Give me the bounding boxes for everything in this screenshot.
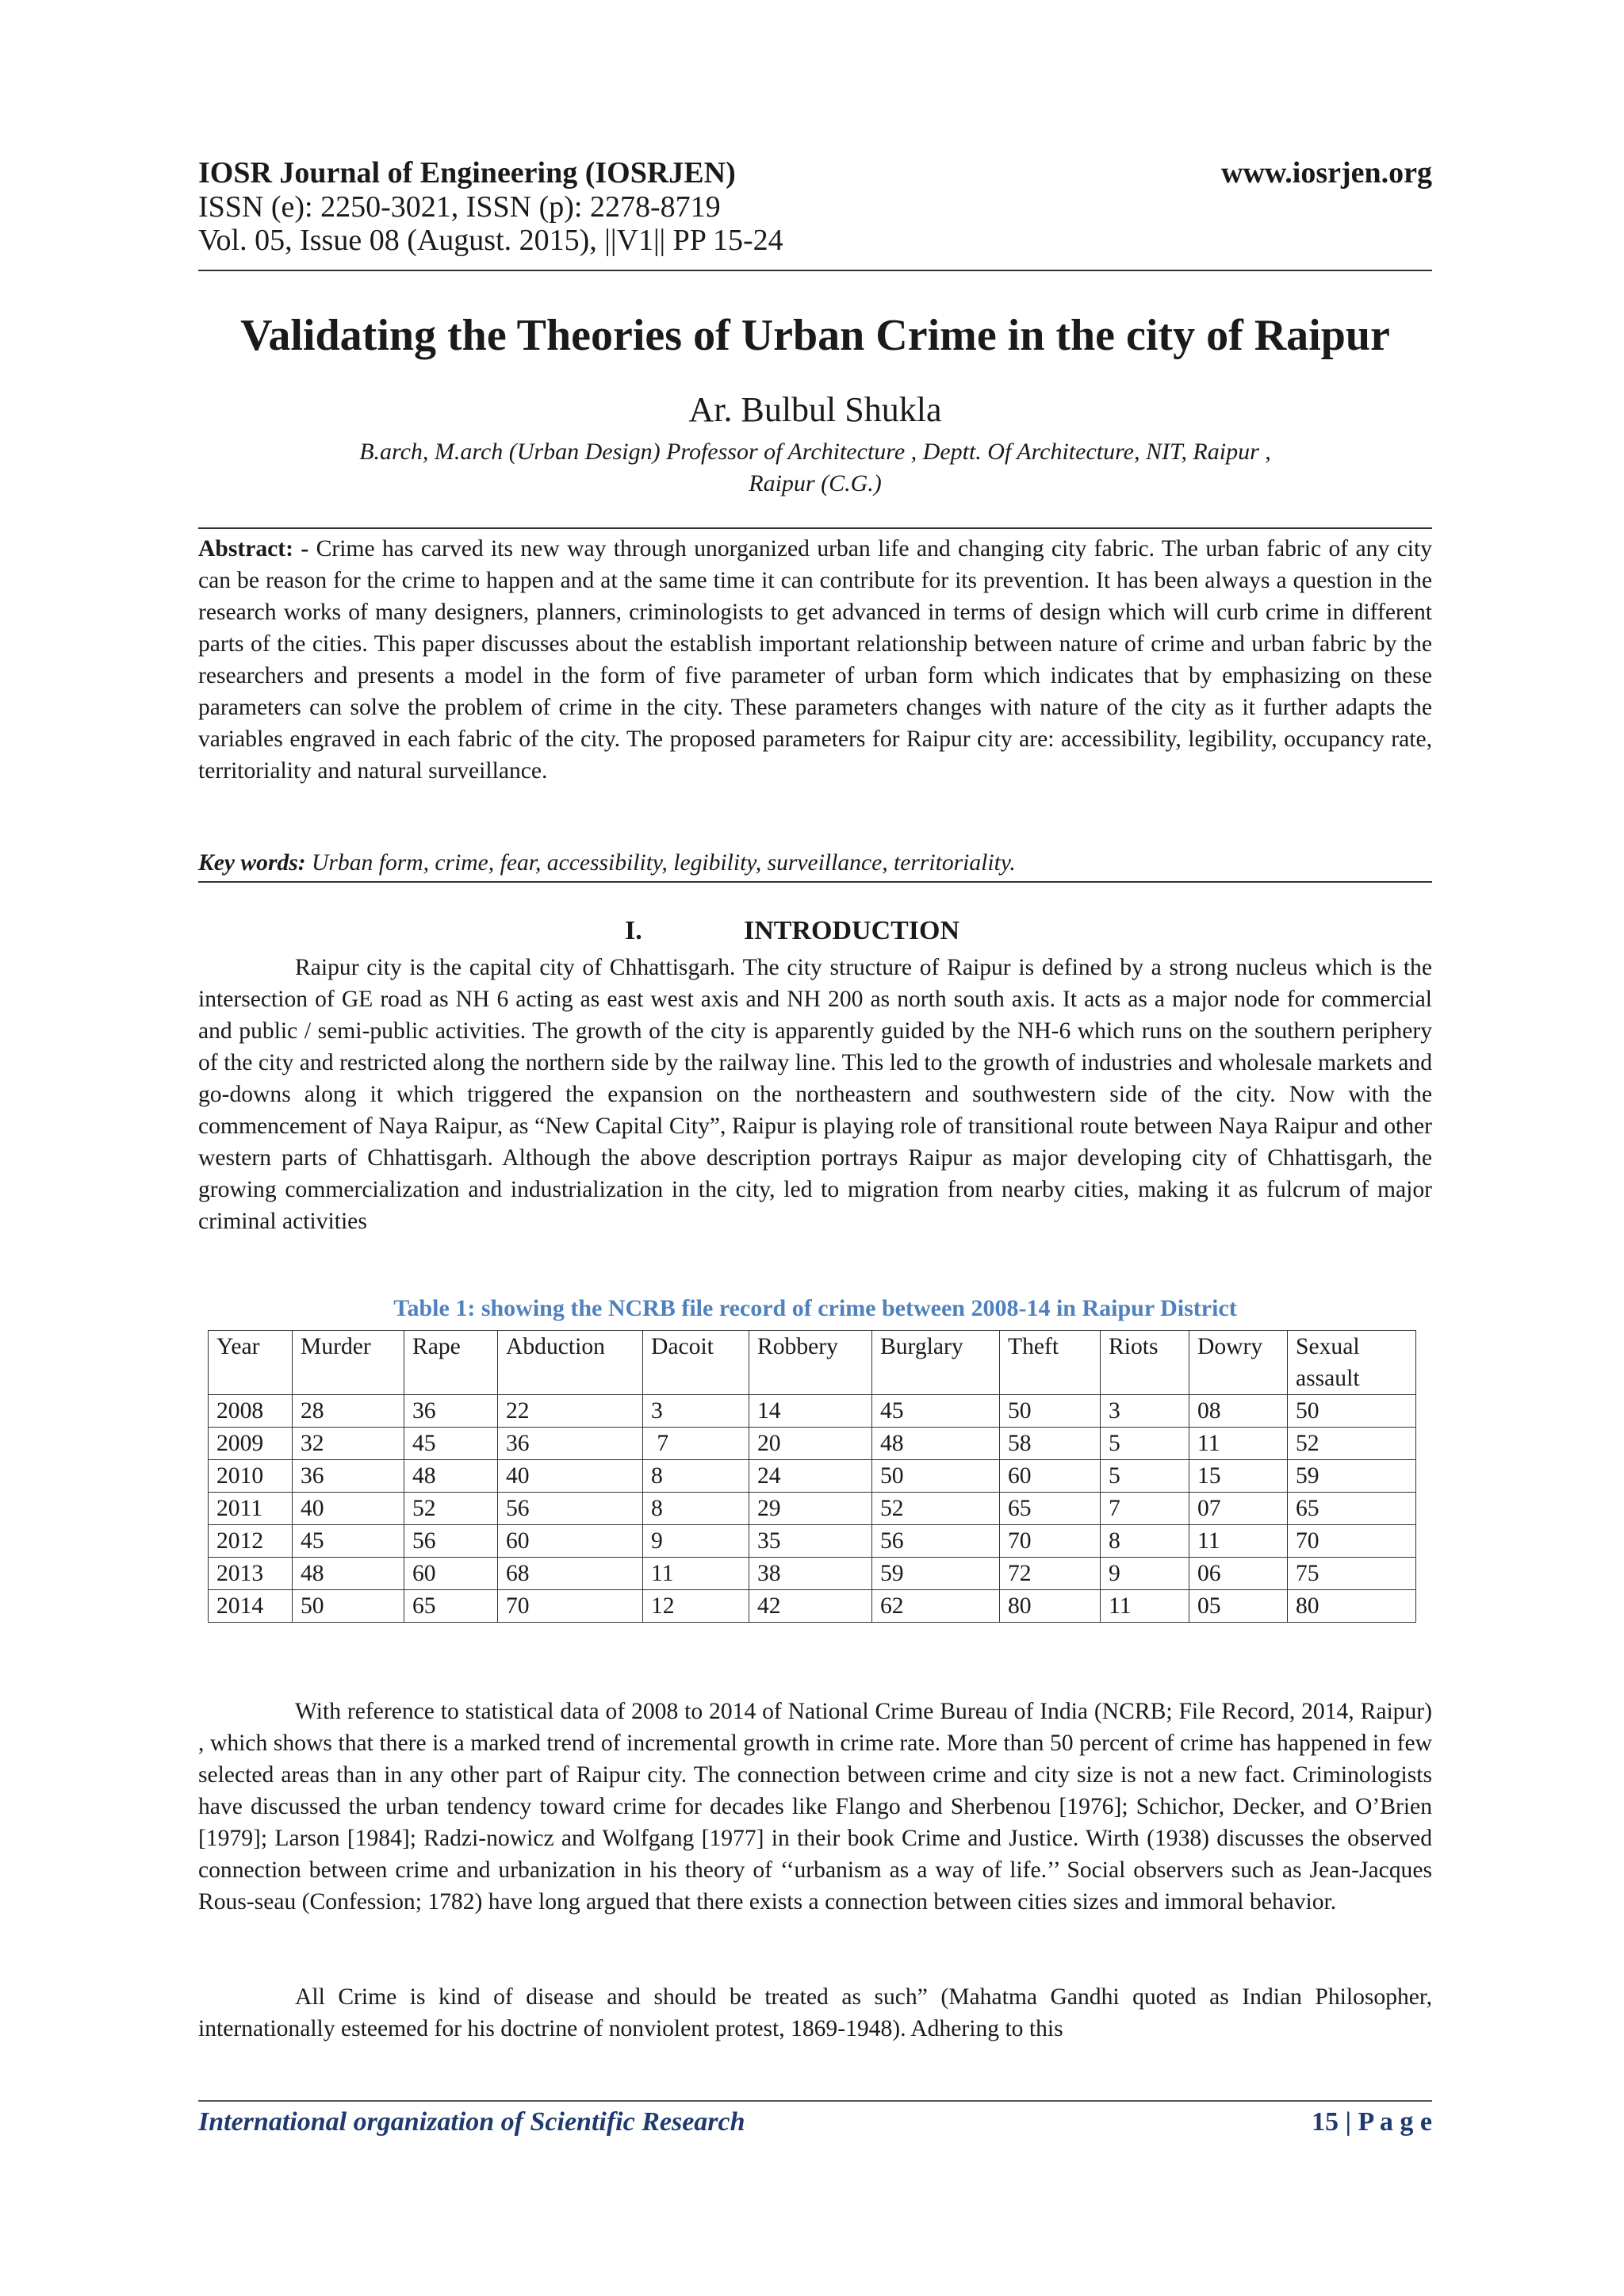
table-cell: 60	[1000, 1460, 1101, 1493]
table-cell: 58	[1000, 1428, 1101, 1460]
keywords-text: Urban form, crime, fear, accessibility, legibility, surveillance, territoriality.	[305, 850, 1016, 876]
keywords	[198, 847, 1432, 879]
page-number: 15 | P a g e	[1312, 2107, 1432, 2137]
table-cell: 9	[1101, 1558, 1189, 1590]
table-cell: 11	[1189, 1525, 1288, 1558]
table-cell: 59	[1288, 1460, 1416, 1493]
table-cell: 45	[872, 1395, 1000, 1428]
table-cell: 40	[293, 1493, 404, 1525]
table-cell: 48	[404, 1460, 498, 1493]
table-cell: 2009	[209, 1428, 293, 1460]
table-row	[209, 1525, 1416, 1558]
table-cell: 52	[404, 1493, 498, 1525]
affiliation-line-2: Raipur (C.G.)	[749, 470, 882, 496]
table-cell: 52	[872, 1493, 1000, 1525]
table-cell: 45	[404, 1428, 498, 1460]
table-cell: 8	[643, 1493, 749, 1525]
table-header-cell: Theft	[1000, 1331, 1101, 1395]
table-row	[209, 1395, 1416, 1428]
table-cell: 59	[872, 1558, 1000, 1590]
table-cell: 2012	[209, 1525, 293, 1558]
table-cell: 40	[498, 1460, 643, 1493]
abstract-label: Abstract: -	[198, 536, 309, 562]
table-cell: 5	[1101, 1460, 1189, 1493]
table-cell: 65	[1288, 1493, 1416, 1525]
table-cell: 3	[1101, 1395, 1189, 1428]
table-cell: 2010	[209, 1460, 293, 1493]
table-cell: 75	[1288, 1558, 1416, 1590]
table-cell: 22	[498, 1395, 643, 1428]
table-cell: 36	[293, 1460, 404, 1493]
table-cell: 06	[1189, 1558, 1288, 1590]
table-header-cell: Burglary	[872, 1331, 1000, 1395]
table-cell: 3	[643, 1395, 749, 1428]
table-cell: 80	[1288, 1590, 1416, 1623]
affiliation-line-1: B.arch, M.arch (Urban Design) Professor of Architecture , Deptt. Of Architecture, NIT, Raipur ,	[359, 439, 1271, 465]
table-cell: 20	[749, 1428, 872, 1460]
table-cell: 52	[1288, 1428, 1416, 1460]
issn-line: ISSN (e): 2250-3021, ISSN (p): 2278-8719	[198, 190, 721, 224]
header-rule	[198, 270, 1432, 271]
keywords-label: Key words:	[198, 850, 306, 876]
journal-header	[198, 155, 1432, 257]
table-cell: 14	[749, 1395, 872, 1428]
table-cell: 7	[1101, 1493, 1189, 1525]
table-cell: 24	[749, 1460, 872, 1493]
footer-rule	[198, 2100, 1432, 2102]
page-footer	[198, 2105, 1432, 2140]
table-header-cell: Riots	[1101, 1331, 1189, 1395]
table-cell: 11	[643, 1558, 749, 1590]
volume-line: Vol. 05, Issue 08 (August. 2015), ||V1|| PP 15-24	[198, 224, 783, 257]
section-number: I.	[625, 916, 642, 945]
table-cell: 72	[1000, 1558, 1101, 1590]
table-cell: 56	[404, 1525, 498, 1558]
table-cell: 15	[1189, 1460, 1288, 1493]
table-cell: 05	[1189, 1590, 1288, 1623]
paper-title: Validating the Theories of Urban Crime in the city of Raipur	[240, 311, 1390, 360]
table-cell: 36	[404, 1395, 498, 1428]
table-cell: 70	[498, 1590, 643, 1623]
table-cell: 5	[1101, 1428, 1189, 1460]
keywords-rule	[198, 881, 1432, 883]
paragraph-2: With reference to statistical data of 2008 to 2014 of National Crime Bureau of India (NCRB; File Record, 2014, Raipur) , which shows that there is a marked trend of incremental growth in crime rate. More than 50 percent of crime has happened in few selected areas than in any other part of Raipur city. The connection between crime and city size is not a new fact. Criminologists have discussed the urban tendency toward crime for decades like Flango and Sherbenou [1976]; Schichor, Decker, and O’Brien [1979]; Larson [1984]; Radzi-nowicz and Wolfgang [1977] in their book Crime and Justice. Wirth (1938) discusses the observed connection between crime and urbanization in his theory of ‘‘urbanism as a way of life.’’ Social observers such as Jean-Jacques Rous-seau (Confession; 1782) have long argued that there exists a connection between cities sizes and immoral behavior.	[198, 1699, 1432, 1915]
table-cell: 80	[1000, 1590, 1101, 1623]
table-header-cell: Rape	[404, 1331, 498, 1395]
table-cell: 60	[498, 1525, 643, 1558]
table-row	[209, 1493, 1416, 1525]
table-cell: 2013	[209, 1558, 293, 1590]
journal-name: IOSR Journal of Engineering (IOSRJEN)	[198, 156, 736, 190]
table-cell: 8	[643, 1460, 749, 1493]
table-header-cell: Murder	[293, 1331, 404, 1395]
table-header-cell: Dacoit	[643, 1331, 749, 1395]
table-cell: 70	[1000, 1525, 1101, 1558]
table-cell: 2014	[209, 1590, 293, 1623]
abstract	[198, 533, 1432, 787]
table-cell: 8	[1101, 1525, 1189, 1558]
table-header-cell: Dowry	[1189, 1331, 1288, 1395]
table-cell: 08	[1189, 1395, 1288, 1428]
abstract-top-rule	[198, 527, 1432, 529]
table-cell: 29	[749, 1493, 872, 1525]
table-cell: 12	[643, 1590, 749, 1623]
table-cell: 11	[1101, 1590, 1189, 1623]
paragraph-3: All Crime is kind of disease and should be treated as such” (Mahatma Gandhi quoted as Indian Philosopher, internationally esteemed for his doctrine of nonviolent protest, 1869-1948). Adhering to this	[198, 1984, 1432, 2041]
table-cell: 2011	[209, 1493, 293, 1525]
table-header-row	[209, 1331, 1416, 1395]
crime-table	[208, 1330, 1416, 1623]
table-cell: 48	[872, 1428, 1000, 1460]
table-cell: 50	[1288, 1395, 1416, 1428]
author-affiliation	[198, 436, 1432, 500]
table-cell: 42	[749, 1590, 872, 1623]
table-cell: 36	[498, 1428, 643, 1460]
table-cell: 50	[1000, 1395, 1101, 1428]
table-header-cell: Year	[209, 1331, 293, 1395]
table-cell: 70	[1288, 1525, 1416, 1558]
table-cell: 07	[1189, 1493, 1288, 1525]
table-cell: 56	[498, 1493, 643, 1525]
table-cell: 9	[643, 1525, 749, 1558]
table-cell: 50	[293, 1590, 404, 1623]
table-cell: 11	[1189, 1428, 1288, 1460]
table-cell: 32	[293, 1428, 404, 1460]
table-body	[209, 1395, 1416, 1623]
table-cell: 50	[872, 1460, 1000, 1493]
table-row	[209, 1558, 1416, 1590]
table-row	[209, 1428, 1416, 1460]
table-cell: 48	[293, 1558, 404, 1590]
author-name: Ar. Bulbul Shukla	[688, 390, 942, 429]
table-cell: 56	[872, 1525, 1000, 1558]
table-cell: 35	[749, 1525, 872, 1558]
table-caption: Table 1: showing the NCRB file record of crime between 2008-14 in Raipur District	[393, 1295, 1237, 1321]
table-cell: 28	[293, 1395, 404, 1428]
table-cell: 65	[1000, 1493, 1101, 1525]
table-cell: 60	[404, 1558, 498, 1590]
intro-paragraph: Raipur city is the capital city of Chhattisgarh. The city structure of Raipur is defined by a strong nucleus which is the intersection of GE road as NH 6 acting as east west axis and NH 200 as north south axis. It acts as a major node for commercial and public / semi-public activities. The growth of the city is apparently guided by the NH-6 which runs on the southern periphery of the city and restricted along the northern side by the railway line. This led to the growth of industries and wholesale markets and go-downs along it which triggered the expansion on the northeastern and southwestern side of the city. Now with the commencement of Naya Raipur, as “New Capital City”, Raipur is playing role of transitional route between Naya Raipur and other western parts of Chhattisgarh. Although the above description portrays Raipur as major developing city of Chhattisgarh, the growing commercialization and industrialization in the city, led to migration from nearby cities, making it as fulcrum of major criminal activities	[198, 955, 1432, 1234]
table-cell: 38	[749, 1558, 872, 1590]
footer-organization: International organization of Scientific Research	[198, 2107, 745, 2137]
table-header-cell: Sexual assault	[1288, 1331, 1416, 1395]
abstract-text: Crime has carved its new way through unorganized urban life and changing city fabric. The urban fabric of any city can be reason for the crime to happen and at the same time it can contribute for its prevention. It has been always a question in the research works of many designers, planners, criminologists to get advanced in terms of design which will curb crime in different parts of the cities. This paper discusses about the establish important relationship between nature of crime and urban fabric by the researchers and presents a model in the form of five parameter of urban form which indicates that by emphasizing on these parameters can solve the problem of crime in the city. These parameters changes with nature of the city as it further adapts the variables engraved in each fabric of the city. The proposed parameters for Raipur city are: accessibility, legibility, occupancy rate, territoriality and natural surveillance.	[198, 536, 1433, 784]
table-cell: 7	[643, 1428, 749, 1460]
table-cell: 62	[872, 1590, 1000, 1623]
table-header-cell: Robbery	[749, 1331, 872, 1395]
journal-website: www.iosrjen.org	[1221, 156, 1432, 190]
table-header-cell: Abduction	[498, 1331, 643, 1395]
table-row	[209, 1460, 1416, 1493]
table-cell: 68	[498, 1558, 643, 1590]
table-cell: 2008	[209, 1395, 293, 1428]
table-row	[209, 1590, 1416, 1623]
section-title: INTRODUCTION	[744, 916, 960, 945]
table-cell: 45	[293, 1525, 404, 1558]
table-cell: 65	[404, 1590, 498, 1623]
